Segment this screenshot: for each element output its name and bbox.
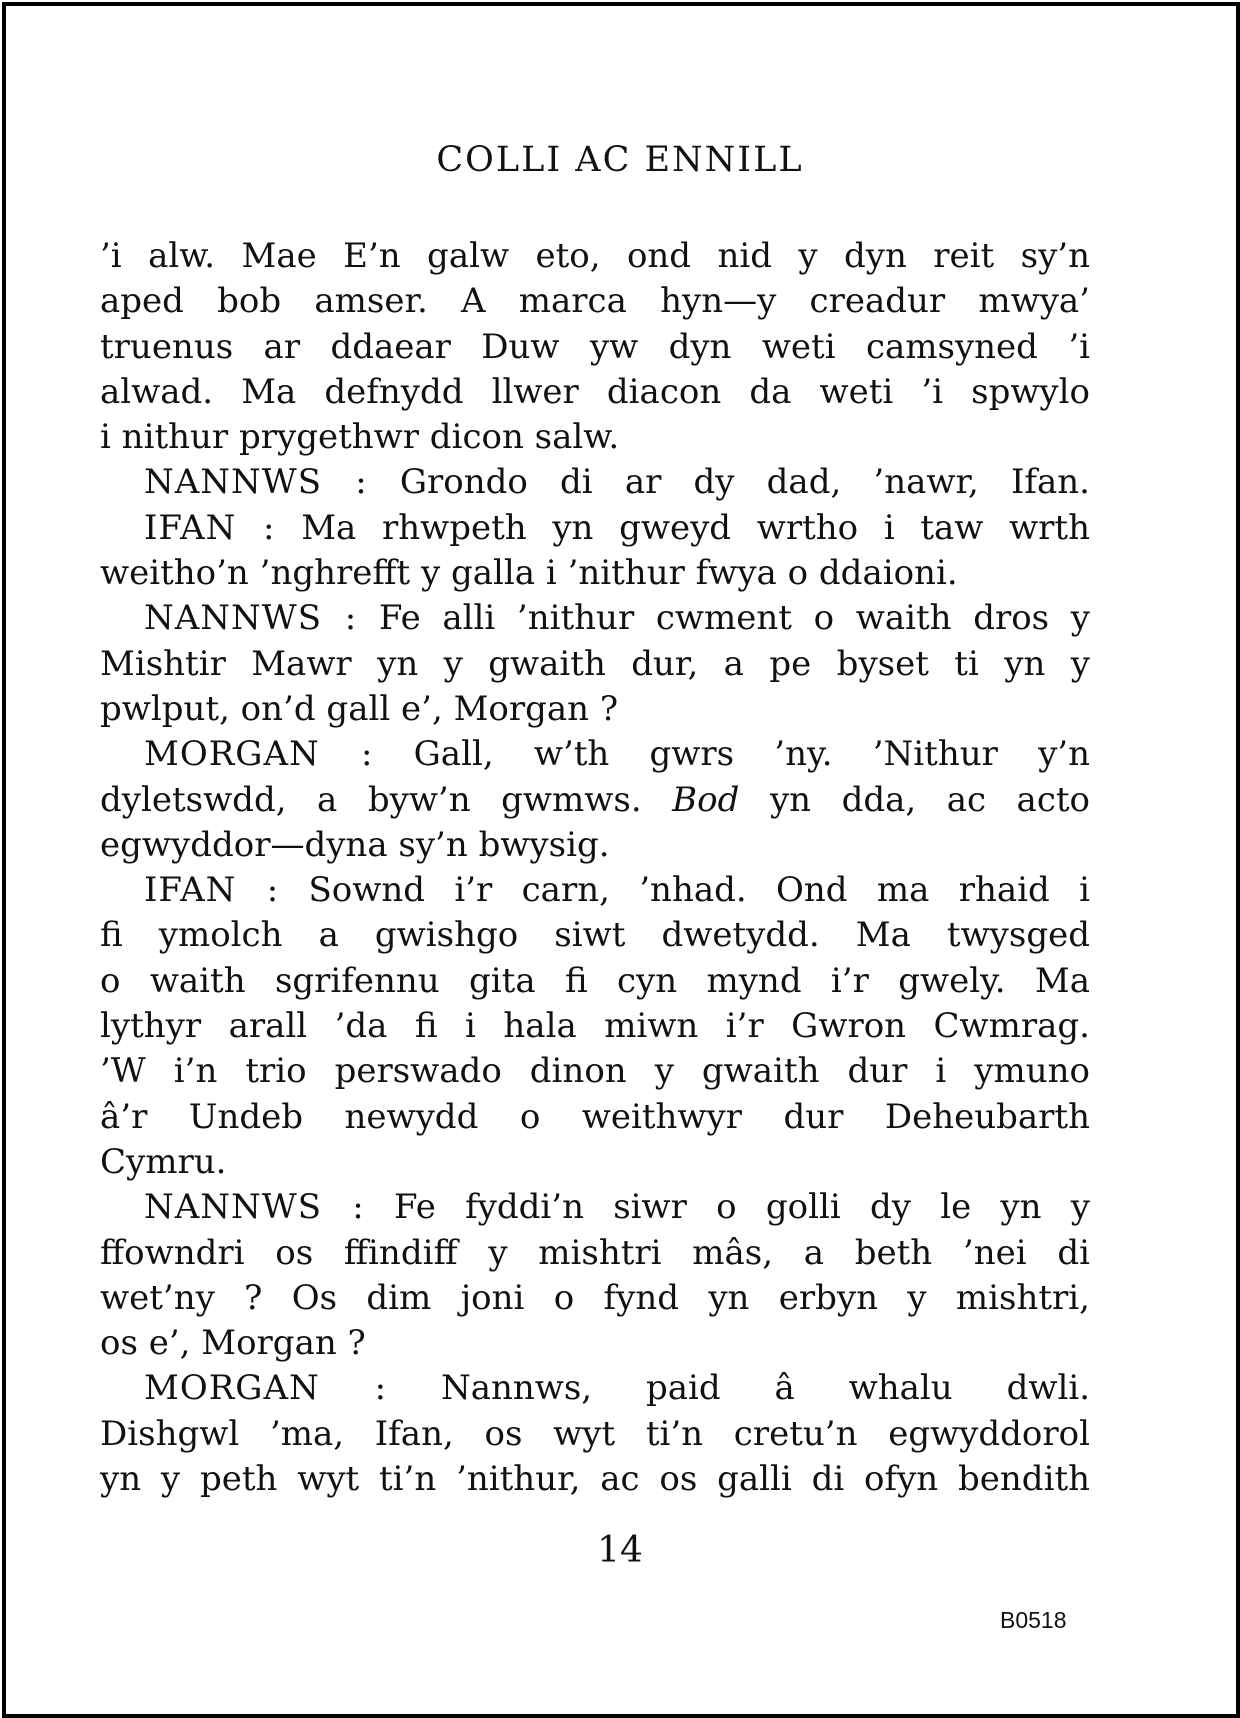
text-line: Mishtir Mawr yn y gwaith dur, a pe byset ti yn y (100, 643, 1090, 684)
page-body (100, 234, 1090, 1502)
text-line: ’i alw. Mae E’n galw eto, ond nid y dyn reit sy’n (100, 236, 1090, 276)
text-line: alwad. Ma defnydd llwer diacon da weti ’i spwylo (100, 371, 1090, 412)
running-title: COLLI AC ENNILL (436, 140, 804, 180)
dialogue-paragraph (100, 1185, 1090, 1366)
speaker-name: MORGAN : (144, 1368, 388, 1409)
text-line (100, 732, 1090, 777)
text-line: ’W i’n trio perswado dinon y gwaith dur i ymuno (100, 1051, 1090, 1092)
text-line (100, 596, 1090, 641)
speaker-name: NANNWS : (144, 598, 358, 639)
text-line: weitho’n ’nghrefft y galla i ’nithur fwya o ddaioni. (100, 553, 958, 594)
dialogue-paragraph (100, 596, 1090, 732)
speech-text: Nannws, paid â whalu dwli. (387, 1368, 1090, 1409)
text-line: i nithur prygethwr dicon salw. (100, 417, 620, 458)
text-line: pwlput, on’d gall e’, Morgan ? (100, 688, 619, 729)
dialogue-paragraph (100, 732, 1090, 868)
speaker-name: IFAN : (144, 870, 280, 911)
paragraph (100, 234, 1090, 460)
dialogue-paragraph (100, 506, 1090, 597)
text-line: egwyddor—dyna sy’n bwysig. (100, 824, 610, 865)
speaker-name: MORGAN : (144, 734, 374, 775)
text-line: aped bob amser. A marca hyn—y creadur mwya’ (100, 281, 1090, 322)
text-line: lythyr arall ’da fi i hala miwn i’r Gwron Cwmrag. (100, 1006, 1090, 1047)
speech-text: Ma rhwpeth yn gweyd wrtho i taw wrth (275, 507, 1090, 548)
text-line: wet’ny ? Os dim joni o fynd yn erbyn y mishtri, (100, 1277, 1090, 1318)
text-line: os e’, Morgan ? (100, 1323, 366, 1364)
text-line (100, 1366, 1090, 1411)
text-line (100, 506, 1090, 551)
speaker-name: NANNWS : (144, 1187, 365, 1228)
speech-text: Fe fyddi’n siwr o golli dy le yn y (364, 1187, 1090, 1228)
reference-code: B0518 (1000, 1607, 1067, 1633)
text-line (100, 778, 1090, 823)
page-number: 14 (597, 1530, 643, 1571)
dialogue-paragraph (100, 460, 1090, 505)
text-line (100, 868, 1090, 913)
text-line: truenus ar ddaear Duw yw dyn weti camsyned ’i (100, 326, 1090, 367)
text-line (100, 460, 1090, 505)
speech-text: Fe alli ’nithur cwment o waith dros y (357, 598, 1091, 639)
speaker-name: IFAN : (144, 507, 276, 548)
text-line: Cymru. (100, 1141, 227, 1182)
speech-text: Grondo di ar dy dad, ’nawr, Ifan. (367, 462, 1090, 503)
speech-text: dyletswdd, a byw’n gwmws. (100, 779, 673, 820)
text-line: yn y peth wyt ti’n ’nithur, ac os galli di ofyn bendith (100, 1459, 1090, 1500)
text-line: Dishgwl ’ma, Ifan, os wyt ti’n cretu’n egwyddorol (100, 1413, 1090, 1454)
text-line: ffowndri os ffindiff y mishtri mâs, a beth ’nei di (100, 1232, 1090, 1273)
dialogue-paragraph (100, 868, 1090, 1185)
speech-text: Gall, w’th gwrs ’ny. ’Nithur y’n (373, 734, 1090, 775)
speech-text: Sownd i’r carn, ’nhad. Ond ma rhaid i (279, 870, 1090, 911)
text-line: â’r Undeb newydd o weithwyr dur Deheubarth (100, 1096, 1090, 1137)
dialogue-paragraph (100, 1366, 1090, 1502)
speech-text: yn dda, ac acto (739, 779, 1091, 820)
text-line: o waith sgrifennu gita fi cyn mynd i’r gwely. Ma (100, 960, 1090, 1001)
text-line: fi ymolch a gwishgo siwt dwetydd. Ma twysged (100, 915, 1090, 956)
text-line (100, 1185, 1090, 1230)
emphasis-text: Bod (672, 779, 740, 820)
speaker-name: NANNWS : (144, 462, 368, 503)
